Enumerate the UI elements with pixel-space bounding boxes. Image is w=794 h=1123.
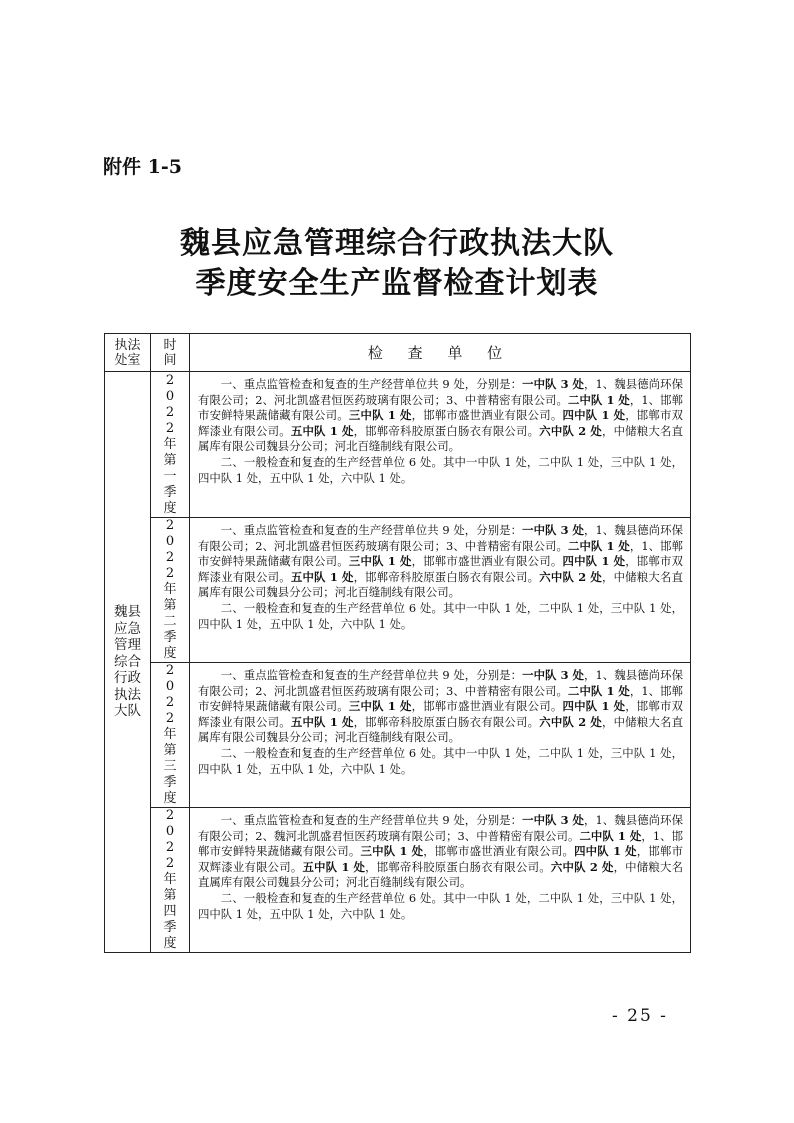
squad-count: 二中队 1 处 (568, 683, 630, 698)
squad-count: 三中队 1 处 (360, 844, 424, 859)
squad-count: 一中队 3 处 (522, 377, 585, 391)
key-inspection-paragraph (198, 813, 683, 891)
document-title-line1: 魏县应急管理综合行政执法大队 (180, 226, 614, 261)
general-inspection-paragraph: 二、一般检查和复查的生产经营单位 6 处。其中一中队 1 处，二中队 1 处，三中队 1 处，四中队 1 处，五中队 1 处，六中队 1 处。 (198, 890, 683, 921)
table-header-row (105, 334, 691, 372)
squad-count: 四中队 1 处 (562, 554, 626, 569)
quarter-label-cell (151, 518, 190, 663)
squad-count: 五中队 1 处 (290, 423, 354, 438)
squad-count: 三中队 1 处 (348, 408, 412, 423)
header-time (151, 334, 190, 372)
unit-name-cell (105, 372, 151, 953)
inspection-text: ，邯郸市双辉漆业有限公司。 (198, 699, 683, 729)
squad-count: 三中队 1 处 (348, 554, 412, 569)
inspection-text: ，中储粮大名直属库有限公司魏县分公司；河北百缝制线有限公司。 (198, 423, 683, 454)
squad-count: 一中队 3 处 (522, 523, 585, 537)
squad-count: 二中队 1 处 (579, 828, 642, 843)
inspection-text: ，1、魏县德尚环保有限公司；2、河北凯盛君恒医药玻璃有限公司；3、中普精密有限公司。 (198, 377, 684, 407)
inspection-text: ，1、邯郸市安鲜特果蔬储藏有限公司。 (198, 538, 684, 569)
inspection-text: 一、重点监管检查和复查的生产经营单位共 9 处，分别是： (220, 523, 523, 537)
quarter-label: 2022年第四季度 (163, 808, 177, 951)
inspection-text: ，1、魏县德尚环保有限公司；2、河北凯盛君恒医药玻璃有限公司；3、中普精密有限公司。 (198, 523, 684, 553)
squad-count: 六中队 2 处 (539, 423, 602, 438)
inspection-text: ，邯郸市盛世酒业有限公司。 (423, 844, 575, 859)
inspection-text: ，邯郸市双辉漆业有限公司。 (198, 554, 683, 584)
squad-count: 五中队 1 处 (290, 714, 354, 729)
inspection-text: ，1、魏县德尚环保有限公司；2、河北凯盛君恒医药玻璃有限公司；3、中普精密有限公司。 (198, 668, 684, 698)
inspection-text: ，邯郸市双辉漆业有限公司。 (198, 408, 683, 438)
squad-count: 六中队 2 处 (550, 859, 614, 874)
header-time-text: 时间 (163, 337, 177, 368)
inspection-text: ，邯郸市双辉漆业有限公司。 (198, 844, 684, 874)
inspection-text: ，邯郸市盛世酒业有限公司。 (411, 554, 563, 569)
header-content: 检 查 单 位 (190, 334, 691, 372)
general-inspection-paragraph: 二、一般检查和复查的生产经营单位 6 处。其中一中队 1 处，二中队 1 处，三中队 1 处，四中队 1 处，五中队 1 处，六中队 1 处。 (198, 745, 683, 776)
key-inspection-paragraph (198, 523, 683, 601)
general-inspection-paragraph: 二、一般检查和复查的生产经营单位 6 处。其中一中队 1 处，二中队 1 处，三中队 1 处，四中队 1 处，五中队 1 处，六中队 1 处。 (198, 600, 683, 631)
quarter-label-cell (151, 372, 190, 518)
inspection-text: ，邯郸帝科胶原蛋白肠衣有限公司。 (365, 859, 551, 874)
inspection-content-cell (190, 808, 691, 953)
inspection-content-cell (190, 663, 691, 808)
quarter-label-cell (151, 663, 190, 808)
general-inspection-paragraph: 二、一般检查和复查的生产经营单位 6 处。其中一中队 1 处，二中队 1 处，三中队 1 处，四中队 1 处，五中队 1 处，六中队 1 处。 (198, 454, 683, 485)
squad-count: 五中队 1 处 (302, 859, 366, 874)
squad-count: 五中队 1 处 (290, 569, 354, 584)
header-unit-text: 执法处室 (114, 337, 141, 368)
inspection-text: 一、重点监管检查和复查的生产经营单位共 9 处，分别是： (220, 813, 523, 827)
squad-count: 四中队 1 处 (562, 408, 626, 423)
quarter-label-cell (151, 808, 190, 953)
inspection-text: ，邯郸帝科胶原蛋白肠衣有限公司。 (353, 423, 540, 438)
inspection-text: ，1、邯郸市安鲜特果蔬储藏有限公司。 (198, 392, 684, 423)
page-number: - 25 - (612, 1006, 668, 1026)
quarter-label: 2022年第二季度 (163, 518, 177, 661)
squad-count: 一中队 3 处 (522, 668, 585, 682)
inspection-plan-table (104, 333, 691, 953)
quarter-row (105, 663, 691, 808)
inspection-text: ，1、邯郸市安鲜特果蔬储藏有限公司。 (198, 683, 684, 714)
attachment-label: 附件 1-5 (103, 156, 182, 178)
squad-count: 四中队 1 处 (574, 844, 637, 859)
inspection-text: ，1、邯郸市安鲜特果蔬储藏有限公司。 (198, 828, 684, 859)
unit-name: 魏县应急管理综合行政执法大队 (114, 604, 141, 720)
inspection-text: ，邯郸帝科胶原蛋白肠衣有限公司。 (353, 714, 540, 729)
inspection-content-cell (190, 372, 691, 518)
inspection-text: ，中储粮大名直属库有限公司魏县分公司；河北百缝制线有限公司。 (198, 569, 683, 600)
inspection-text: ，邯郸市盛世酒业有限公司。 (411, 699, 563, 714)
inspection-text: 一、重点监管检查和复查的生产经营单位共 9 处，分别是： (220, 377, 523, 391)
squad-count: 六中队 2 处 (539, 714, 602, 729)
squad-count: 二中队 1 处 (568, 392, 630, 407)
key-inspection-paragraph (198, 668, 683, 746)
inspection-text: ，中储粮大名直属库有限公司魏县分公司；河北百缝制线有限公司。 (198, 859, 683, 890)
quarter-row (105, 808, 691, 953)
inspection-text: 一、重点监管检查和复查的生产经营单位共 9 处，分别是： (220, 668, 523, 682)
quarter-row (105, 372, 691, 518)
quarter-row (105, 518, 691, 663)
quarter-label: 2022年第一季度 (163, 372, 177, 516)
squad-count: 六中队 2 处 (539, 569, 602, 584)
squad-count: 一中队 3 处 (522, 813, 585, 827)
inspection-content-cell (190, 518, 691, 663)
squad-count: 二中队 1 处 (568, 538, 630, 553)
inspection-text: ，1、魏县德尚环保有限公司；2、魏河北凯盛君恒医药玻璃有限公司；3、中普精密有限公司。 (198, 813, 684, 843)
squad-count: 四中队 1 处 (562, 699, 626, 714)
key-inspection-paragraph (198, 377, 683, 455)
squad-count: 三中队 1 处 (348, 699, 412, 714)
inspection-text: ，中储粮大名直属库有限公司魏县分公司；河北百缝制线有限公司。 (198, 714, 683, 745)
inspection-text: ，邯郸市盛世酒业有限公司。 (411, 408, 563, 423)
header-unit (105, 334, 151, 372)
quarter-label: 2022年第三季度 (163, 663, 177, 806)
inspection-text: ，邯郸帝科胶原蛋白肠衣有限公司。 (353, 569, 540, 584)
document-title-line2: 季度安全生产监督检查计划表 (195, 266, 599, 301)
